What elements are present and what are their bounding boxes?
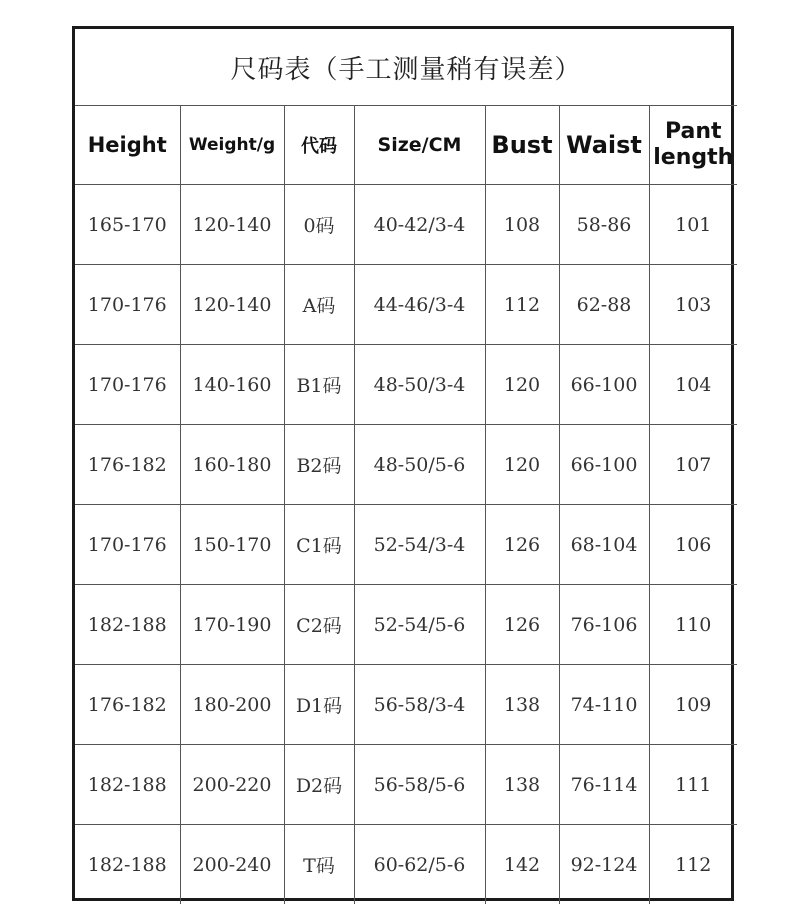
cell-waist: 74-110 <box>559 665 649 745</box>
cell-bust: 138 <box>485 665 559 745</box>
cell-height: 170-176 <box>75 265 180 345</box>
cell-code: C1码 <box>284 505 354 585</box>
cell-size: 52-54/5-6 <box>354 585 485 665</box>
cell-code: 0码 <box>284 185 354 265</box>
cell-waist: 92-124 <box>559 825 649 905</box>
cell-height: 176-182 <box>75 665 180 745</box>
cell-code: D1码 <box>284 665 354 745</box>
cell-pant: 101 <box>649 185 737 265</box>
cell-bust: 108 <box>485 185 559 265</box>
cell-size: 52-54/3-4 <box>354 505 485 585</box>
cell-height: 170-176 <box>75 505 180 585</box>
table-body <box>75 185 737 905</box>
table-row <box>75 665 737 745</box>
cell-weight: 140-160 <box>180 345 284 425</box>
cell-bust: 120 <box>485 425 559 505</box>
cell-size: 44-46/3-4 <box>354 265 485 345</box>
header-size: Size/CM <box>354 106 485 185</box>
cell-weight: 170-190 <box>180 585 284 665</box>
header-pant-line1: Pant <box>664 119 722 144</box>
cell-size: 40-42/3-4 <box>354 185 485 265</box>
size-table <box>75 29 737 904</box>
table-row <box>75 265 737 345</box>
table-row <box>75 425 737 505</box>
cell-pant: 110 <box>649 585 737 665</box>
header-pant-length <box>649 106 737 185</box>
cell-waist: 76-106 <box>559 585 649 665</box>
cell-bust: 120 <box>485 345 559 425</box>
size-chart <box>72 26 734 901</box>
cell-weight: 200-220 <box>180 745 284 825</box>
cell-code: B2码 <box>284 425 354 505</box>
cell-code: B1码 <box>284 345 354 425</box>
header-row <box>75 106 737 185</box>
cell-pant: 103 <box>649 265 737 345</box>
cell-bust: 138 <box>485 745 559 825</box>
cell-weight: 180-200 <box>180 665 284 745</box>
header-waist: Waist <box>559 106 649 185</box>
cell-code: C2码 <box>284 585 354 665</box>
table-row <box>75 825 737 905</box>
cell-bust: 126 <box>485 585 559 665</box>
chart-title: 尺码表（手工测量稍有误差） <box>75 29 737 106</box>
cell-size: 56-58/3-4 <box>354 665 485 745</box>
table-row <box>75 585 737 665</box>
cell-pant: 104 <box>649 345 737 425</box>
cell-height: 182-188 <box>75 585 180 665</box>
cell-size: 48-50/5-6 <box>354 425 485 505</box>
cell-pant: 107 <box>649 425 737 505</box>
table-row <box>75 745 737 825</box>
cell-bust: 112 <box>485 265 559 345</box>
cell-code: D2码 <box>284 745 354 825</box>
table-row <box>75 185 737 265</box>
table-row <box>75 345 737 425</box>
cell-weight: 200-240 <box>180 825 284 905</box>
header-weight: Weight/g <box>180 106 284 185</box>
cell-weight: 120-140 <box>180 185 284 265</box>
header-bust: Bust <box>485 106 559 185</box>
cell-pant: 111 <box>649 745 737 825</box>
cell-weight: 150-170 <box>180 505 284 585</box>
cell-waist: 68-104 <box>559 505 649 585</box>
cell-size: 60-62/5-6 <box>354 825 485 905</box>
cell-bust: 126 <box>485 505 559 585</box>
cell-pant: 112 <box>649 825 737 905</box>
cell-code: A码 <box>284 265 354 345</box>
cell-pant: 106 <box>649 505 737 585</box>
cell-height: 170-176 <box>75 345 180 425</box>
cell-weight: 160-180 <box>180 425 284 505</box>
cell-height: 165-170 <box>75 185 180 265</box>
cell-code: T码 <box>284 825 354 905</box>
cell-waist: 62-88 <box>559 265 649 345</box>
cell-weight: 120-140 <box>180 265 284 345</box>
title-row <box>75 29 737 106</box>
cell-waist: 76-114 <box>559 745 649 825</box>
cell-waist: 66-100 <box>559 345 649 425</box>
header-height: Height <box>75 106 180 185</box>
cell-bust: 142 <box>485 825 559 905</box>
cell-height: 176-182 <box>75 425 180 505</box>
header-code: 代码 <box>284 106 354 185</box>
cell-waist: 58-86 <box>559 185 649 265</box>
cell-pant: 109 <box>649 665 737 745</box>
table-row <box>75 505 737 585</box>
cell-waist: 66-100 <box>559 425 649 505</box>
cell-height: 182-188 <box>75 745 180 825</box>
cell-height: 182-188 <box>75 825 180 905</box>
header-pant-line2: length <box>653 145 734 170</box>
cell-size: 56-58/5-6 <box>354 745 485 825</box>
cell-size: 48-50/3-4 <box>354 345 485 425</box>
